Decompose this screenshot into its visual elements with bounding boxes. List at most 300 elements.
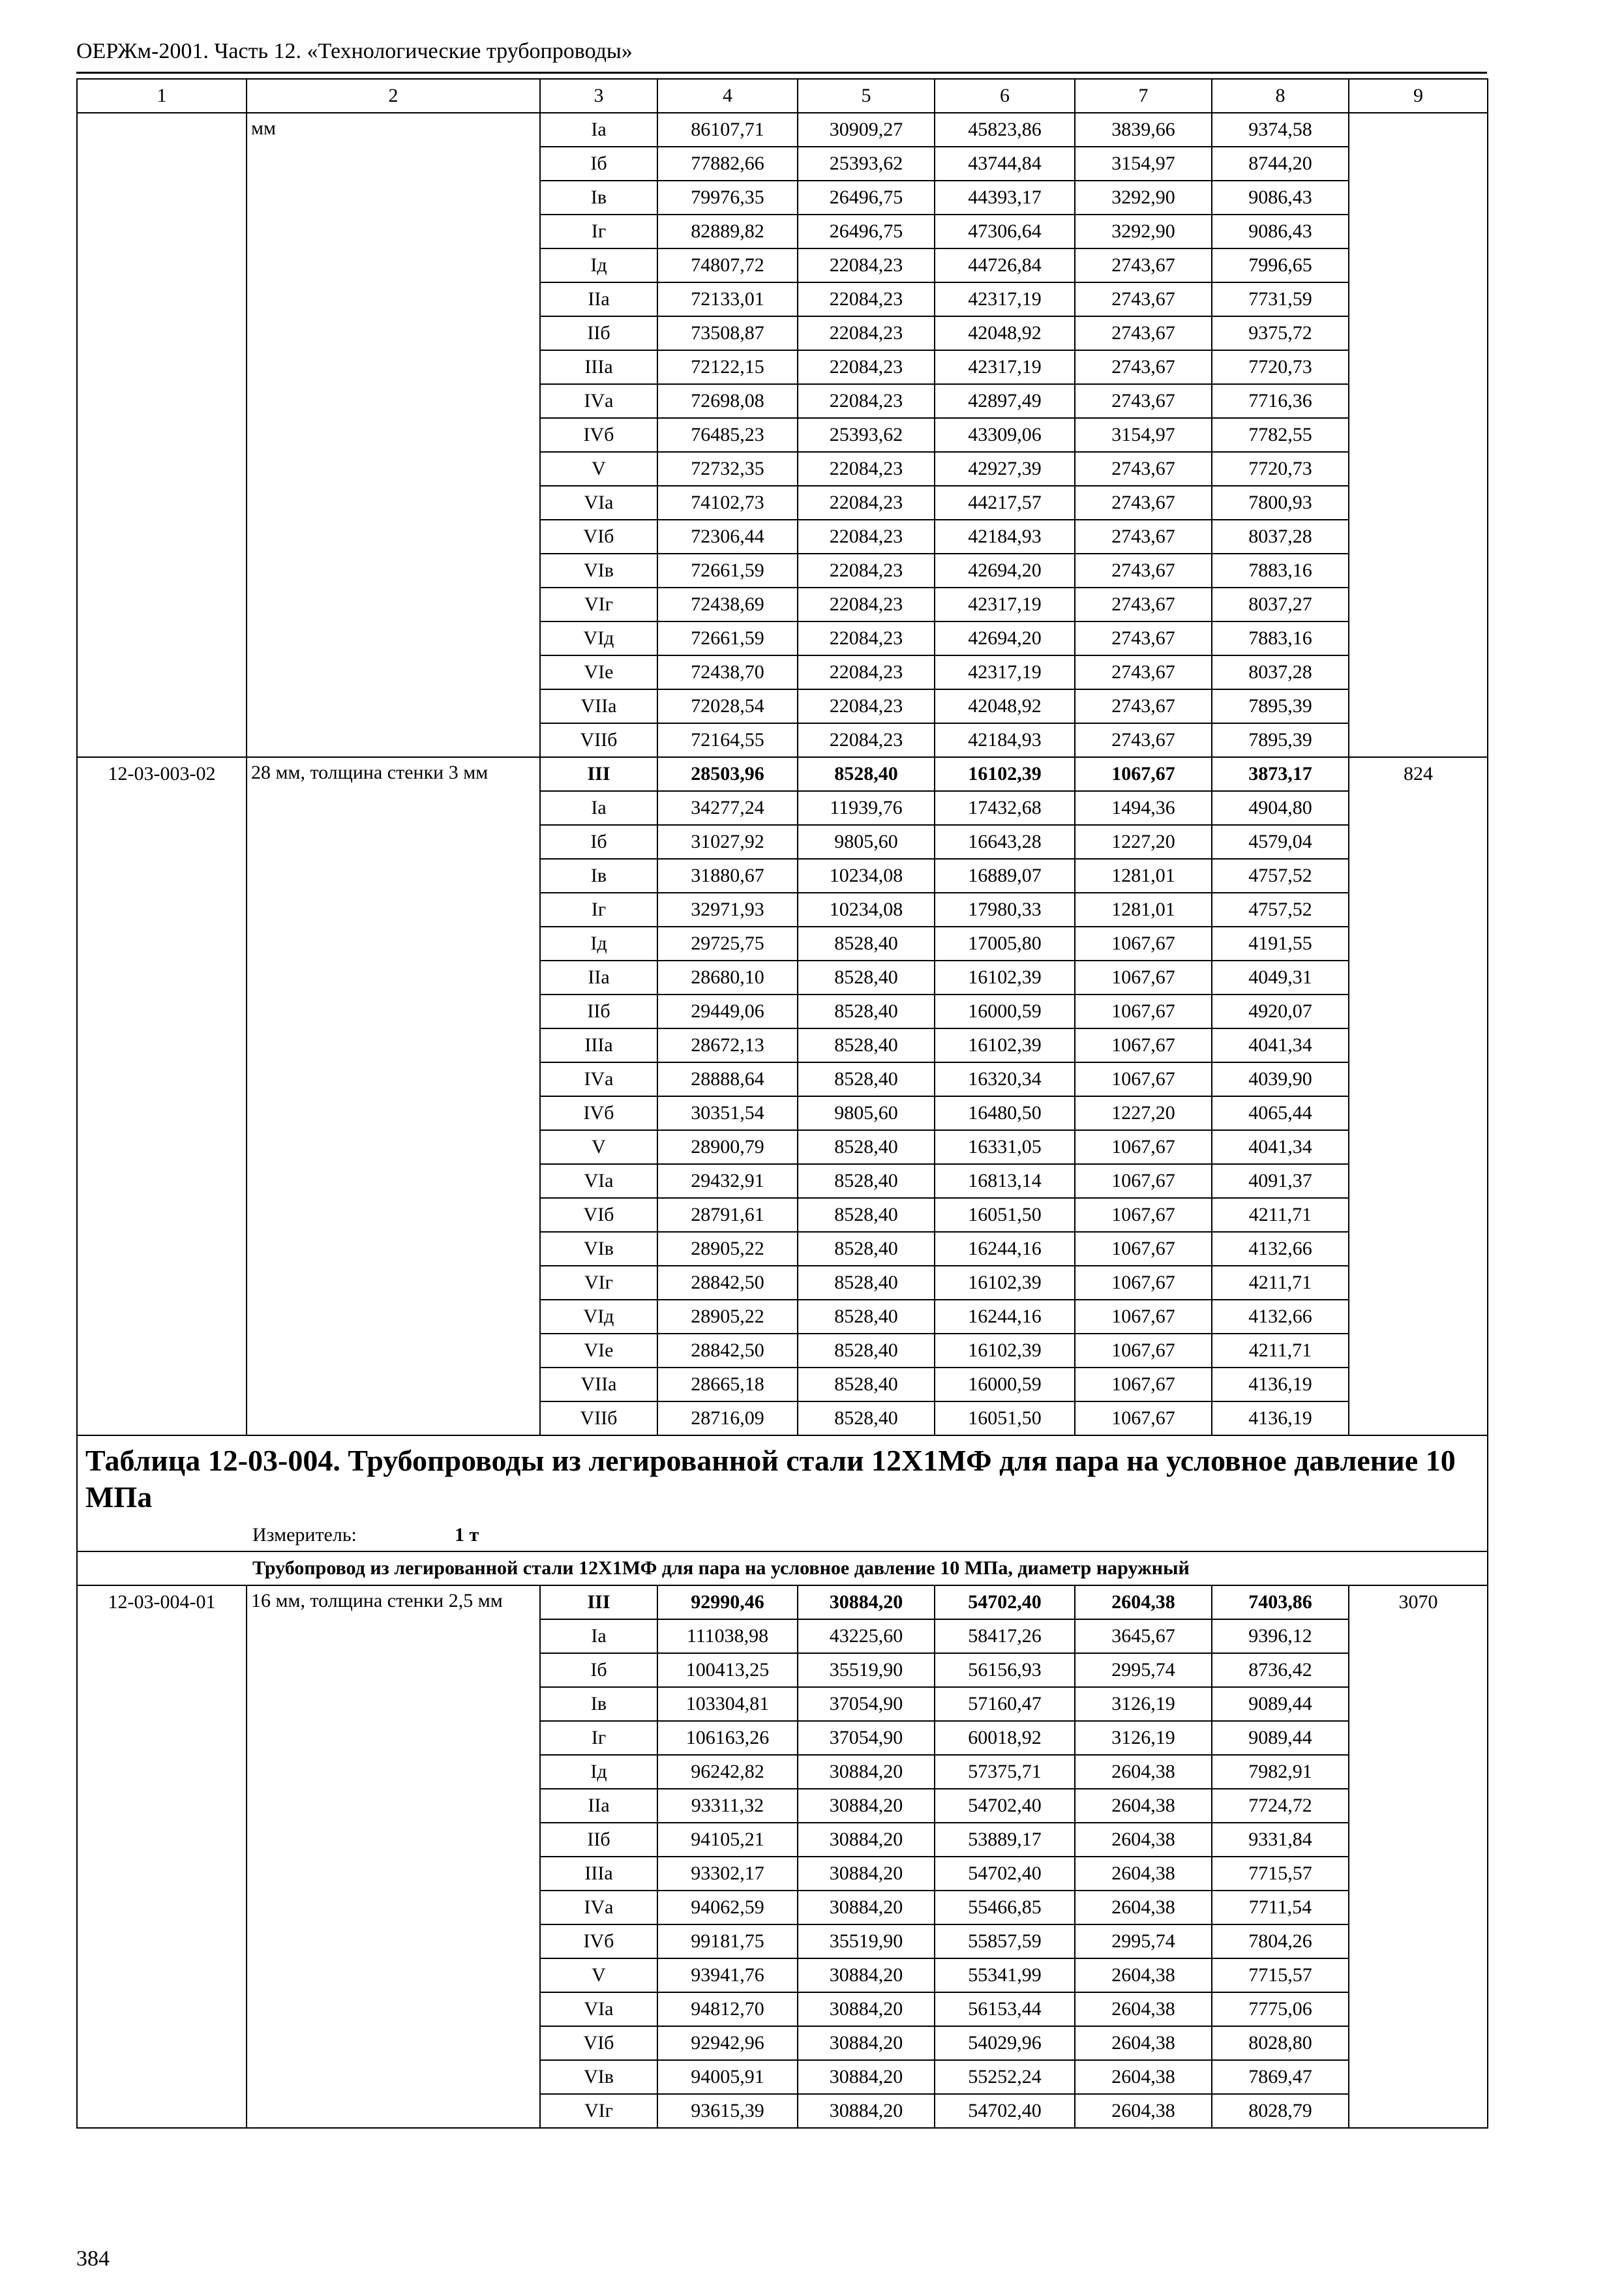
zone-cell: Iг xyxy=(540,893,657,927)
zone-cell: Iд xyxy=(540,1755,657,1789)
value-cell: 16244,16 xyxy=(935,1300,1075,1334)
value-cell: 4041,34 xyxy=(1212,1028,1349,1062)
value-cell: 72438,69 xyxy=(657,588,798,621)
value-cell: 4211,71 xyxy=(1212,1266,1349,1300)
value-cell: 22084,23 xyxy=(798,621,935,655)
zone-cell: Iг xyxy=(540,215,657,248)
value-cell: 72661,59 xyxy=(657,554,798,588)
value-cell: 8744,20 xyxy=(1212,147,1349,181)
value-cell: 8528,40 xyxy=(798,1164,935,1198)
value-cell: 1067,67 xyxy=(1075,927,1212,961)
value-cell: 26496,75 xyxy=(798,215,935,248)
value-cell: 9396,12 xyxy=(1212,1619,1349,1653)
column-number-row xyxy=(77,79,1488,113)
value-cell: 7800,93 xyxy=(1212,486,1349,520)
value-cell: 4132,66 xyxy=(1212,1300,1349,1334)
value-cell: 9089,44 xyxy=(1212,1721,1349,1755)
value-cell: 42694,20 xyxy=(935,554,1075,588)
value-cell: 28665,18 xyxy=(657,1368,798,1401)
value-cell: 30884,20 xyxy=(798,1789,935,1823)
value-cell: 2743,67 xyxy=(1075,350,1212,384)
value-cell: 7403,86 xyxy=(1212,1585,1349,1619)
table-title: Таблица 12-03-004. Трубопроводы из легированной стали 12Х1МФ для пара на условное давление 10 МПа xyxy=(77,1435,1488,1519)
value-cell: 1067,67 xyxy=(1075,1232,1212,1266)
value-cell: 16331,05 xyxy=(935,1130,1075,1164)
value-cell: 3292,90 xyxy=(1075,215,1212,248)
value-cell: 4132,66 xyxy=(1212,1232,1349,1266)
value-cell: 28905,22 xyxy=(657,1300,798,1334)
value-cell: 3154,97 xyxy=(1075,147,1212,181)
value-cell: 2604,38 xyxy=(1075,1585,1212,1619)
value-cell: 28905,22 xyxy=(657,1232,798,1266)
value-cell: 34277,24 xyxy=(657,791,798,825)
value-cell: 54702,40 xyxy=(935,1857,1075,1891)
value-cell: 77882,66 xyxy=(657,147,798,181)
table-subtitle: Трубопровод из легированной стали 12Х1МФ для пара на условное давление 10 МПа, диаметр наружный xyxy=(77,1551,1488,1585)
value-cell: 1067,67 xyxy=(1075,961,1212,995)
value-cell: 2604,38 xyxy=(1075,1755,1212,1789)
value-cell: 1494,36 xyxy=(1075,791,1212,825)
value-cell: 30351,54 xyxy=(657,1096,798,1130)
value-cell: 2743,67 xyxy=(1075,554,1212,588)
value-cell: 45823,86 xyxy=(935,113,1075,147)
value-cell: 42897,49 xyxy=(935,384,1075,418)
meter-cell xyxy=(77,1519,1488,1551)
value-cell: 29725,75 xyxy=(657,927,798,961)
value-cell: 72122,15 xyxy=(657,350,798,384)
value-cell: 16102,39 xyxy=(935,757,1075,791)
value-cell: 4065,44 xyxy=(1212,1096,1349,1130)
zone-cell: III xyxy=(540,757,657,791)
value-cell: 2604,38 xyxy=(1075,2094,1212,2128)
value-cell: 93311,32 xyxy=(657,1789,798,1823)
page-number: 384 xyxy=(76,2247,110,2271)
value-cell: 1067,67 xyxy=(1075,995,1212,1028)
zone-cell: VIв xyxy=(540,2060,657,2094)
zone-cell: VIд xyxy=(540,1300,657,1334)
zone-cell: IVб xyxy=(540,418,657,452)
value-cell: 1067,67 xyxy=(1075,1300,1212,1334)
value-cell: 93615,39 xyxy=(657,2094,798,2128)
value-cell: 2604,38 xyxy=(1075,2026,1212,2060)
value-cell: 22084,23 xyxy=(798,350,935,384)
value-cell: 1227,20 xyxy=(1075,1096,1212,1130)
value-cell: 2743,67 xyxy=(1075,316,1212,350)
value-cell: 16102,39 xyxy=(935,1266,1075,1300)
value-cell: 35519,90 xyxy=(798,1653,935,1687)
column-number: 1 xyxy=(77,79,247,113)
value-cell: 72306,44 xyxy=(657,520,798,554)
zone-cell: V xyxy=(540,452,657,486)
value-cell: 42184,93 xyxy=(935,723,1075,757)
value-cell: 9375,72 xyxy=(1212,316,1349,350)
zone-cell: V xyxy=(540,1130,657,1164)
value-cell: 8028,79 xyxy=(1212,2094,1349,2128)
column-number: 7 xyxy=(1075,79,1212,113)
value-cell: 7715,57 xyxy=(1212,1857,1349,1891)
zone-cell: IIб xyxy=(540,316,657,350)
value-cell: 16320,34 xyxy=(935,1062,1075,1096)
zone-cell: VIг xyxy=(540,2094,657,2128)
value-cell: 25393,62 xyxy=(798,418,935,452)
value-cell: 30884,20 xyxy=(798,1585,935,1619)
value-cell: 29449,06 xyxy=(657,995,798,1028)
value-cell: 44217,57 xyxy=(935,486,1075,520)
value-cell: 9086,43 xyxy=(1212,181,1349,215)
meter-label: Измеритель: xyxy=(252,1524,357,1546)
value-cell: 72028,54 xyxy=(657,689,798,723)
value-cell: 8037,28 xyxy=(1212,520,1349,554)
value-cell: 8528,40 xyxy=(798,1334,935,1368)
value-cell: 8528,40 xyxy=(798,1028,935,1062)
value-cell: 7731,59 xyxy=(1212,282,1349,316)
value-cell: 4211,71 xyxy=(1212,1334,1349,1368)
value-cell: 54702,40 xyxy=(935,2094,1075,2128)
value-cell: 2743,67 xyxy=(1075,486,1212,520)
column-number: 8 xyxy=(1212,79,1349,113)
table-row xyxy=(77,1585,1488,1619)
item-description: 16 мм, толщина стенки 2,5 мм xyxy=(247,1585,540,2128)
value-cell: 25393,62 xyxy=(798,147,935,181)
value-cell: 31027,92 xyxy=(657,825,798,859)
value-cell: 30884,20 xyxy=(798,2060,935,2094)
value-cell: 111038,98 xyxy=(657,1619,798,1653)
zone-cell: IVб xyxy=(540,1096,657,1130)
value-cell: 8528,40 xyxy=(798,1198,935,1232)
value-cell: 31880,67 xyxy=(657,859,798,893)
norm-cell: 3070 xyxy=(1349,1585,1488,2128)
value-cell: 16102,39 xyxy=(935,1334,1075,1368)
value-cell: 82889,82 xyxy=(657,215,798,248)
value-cell: 2743,67 xyxy=(1075,248,1212,282)
zone-cell: Iа xyxy=(540,113,657,147)
value-cell: 22084,23 xyxy=(798,248,935,282)
page-header: ОЕРЖм-2001. Часть 12. «Технологические трубопроводы» xyxy=(76,39,633,63)
rates-table xyxy=(76,78,1488,2129)
value-cell: 8028,80 xyxy=(1212,2026,1349,2060)
value-cell: 1067,67 xyxy=(1075,1334,1212,1368)
zone-cell: VIа xyxy=(540,1992,657,2026)
value-cell: 72698,08 xyxy=(657,384,798,418)
norm-cell xyxy=(1349,113,1488,757)
value-cell: 100413,25 xyxy=(657,1653,798,1687)
value-cell: 94005,91 xyxy=(657,2060,798,2094)
zone-cell: VIе xyxy=(540,655,657,689)
value-cell: 8037,27 xyxy=(1212,588,1349,621)
value-cell: 2743,67 xyxy=(1075,588,1212,621)
value-cell: 92990,46 xyxy=(657,1585,798,1619)
value-cell: 11939,76 xyxy=(798,791,935,825)
value-cell: 30884,20 xyxy=(798,1755,935,1789)
value-cell: 8736,42 xyxy=(1212,1653,1349,1687)
value-cell: 79976,35 xyxy=(657,181,798,215)
value-cell: 8528,40 xyxy=(798,1232,935,1266)
value-cell: 76485,23 xyxy=(657,418,798,452)
value-cell: 8528,40 xyxy=(798,757,935,791)
value-cell: 7724,72 xyxy=(1212,1789,1349,1823)
value-cell: 3154,97 xyxy=(1075,418,1212,452)
value-cell: 42317,19 xyxy=(935,588,1075,621)
header-rule xyxy=(76,72,1487,74)
zone-cell: Iв xyxy=(540,859,657,893)
value-cell: 8528,40 xyxy=(798,1062,935,1096)
value-cell: 30909,27 xyxy=(798,113,935,147)
column-number: 9 xyxy=(1349,79,1488,113)
value-cell: 16102,39 xyxy=(935,961,1075,995)
value-cell: 7982,91 xyxy=(1212,1755,1349,1789)
value-cell: 43309,06 xyxy=(935,418,1075,452)
value-cell: 7895,39 xyxy=(1212,689,1349,723)
value-cell: 9086,43 xyxy=(1212,215,1349,248)
zone-cell: VIIб xyxy=(540,723,657,757)
value-cell: 54702,40 xyxy=(935,1789,1075,1823)
value-cell: 94105,21 xyxy=(657,1823,798,1857)
value-cell: 22084,23 xyxy=(798,723,935,757)
subtitle-row xyxy=(77,1551,1488,1585)
value-cell: 1067,67 xyxy=(1075,1164,1212,1198)
value-cell: 3126,19 xyxy=(1075,1687,1212,1721)
value-cell: 94812,70 xyxy=(657,1992,798,2026)
value-cell: 2743,67 xyxy=(1075,723,1212,757)
value-cell: 28716,09 xyxy=(657,1401,798,1435)
value-cell: 8528,40 xyxy=(798,995,935,1028)
value-cell: 54029,96 xyxy=(935,2026,1075,2060)
value-cell: 4920,07 xyxy=(1212,995,1349,1028)
value-cell: 93941,76 xyxy=(657,1958,798,1992)
value-cell: 8528,40 xyxy=(798,1401,935,1435)
zone-cell: IIIа xyxy=(540,1857,657,1891)
value-cell: 7716,36 xyxy=(1212,384,1349,418)
item-description: мм xyxy=(247,113,540,757)
value-cell: 55857,59 xyxy=(935,1924,1075,1958)
zone-cell: Iд xyxy=(540,248,657,282)
value-cell: 17432,68 xyxy=(935,791,1075,825)
value-cell: 2743,67 xyxy=(1075,452,1212,486)
value-cell: 56153,44 xyxy=(935,1992,1075,2026)
value-cell: 44726,84 xyxy=(935,248,1075,282)
zone-cell: IVа xyxy=(540,1891,657,1924)
value-cell: 1067,67 xyxy=(1075,1028,1212,1062)
value-cell: 4579,04 xyxy=(1212,825,1349,859)
value-cell: 7711,54 xyxy=(1212,1891,1349,1924)
value-cell: 42048,92 xyxy=(935,316,1075,350)
value-cell: 30884,20 xyxy=(798,1857,935,1891)
value-cell: 9331,84 xyxy=(1212,1823,1349,1857)
zone-cell: IIIа xyxy=(540,350,657,384)
value-cell: 7895,39 xyxy=(1212,723,1349,757)
zone-cell: VIг xyxy=(540,1266,657,1300)
value-cell: 2743,67 xyxy=(1075,282,1212,316)
value-cell: 16813,14 xyxy=(935,1164,1075,1198)
zone-cell: VIIб xyxy=(540,1401,657,1435)
value-cell: 8528,40 xyxy=(798,927,935,961)
zone-cell: III xyxy=(540,1585,657,1619)
value-cell: 4136,19 xyxy=(1212,1368,1349,1401)
zone-cell: VIа xyxy=(540,1164,657,1198)
value-cell: 37054,90 xyxy=(798,1687,935,1721)
value-cell: 60018,92 xyxy=(935,1721,1075,1755)
value-cell: 1067,67 xyxy=(1075,1401,1212,1435)
item-description: 28 мм, толщина стенки 3 мм xyxy=(247,757,540,1435)
value-cell: 7715,57 xyxy=(1212,1958,1349,1992)
zone-cell: IIа xyxy=(540,1789,657,1823)
value-cell: 94062,59 xyxy=(657,1891,798,1924)
zone-cell: Iб xyxy=(540,147,657,181)
zone-cell: V xyxy=(540,1958,657,1992)
column-number: 3 xyxy=(540,79,657,113)
value-cell: 73508,87 xyxy=(657,316,798,350)
item-code: 12-03-004-01 xyxy=(77,1585,247,2128)
value-cell: 42927,39 xyxy=(935,452,1075,486)
value-cell: 57160,47 xyxy=(935,1687,1075,1721)
value-cell: 16000,59 xyxy=(935,1368,1075,1401)
value-cell: 93302,17 xyxy=(657,1857,798,1891)
value-cell: 1067,67 xyxy=(1075,1198,1212,1232)
value-cell: 42694,20 xyxy=(935,621,1075,655)
value-cell: 72133,01 xyxy=(657,282,798,316)
value-cell: 74807,72 xyxy=(657,248,798,282)
table-row xyxy=(77,113,1488,147)
value-cell: 3292,90 xyxy=(1075,181,1212,215)
value-cell: 3873,17 xyxy=(1212,757,1349,791)
value-cell: 74102,73 xyxy=(657,486,798,520)
value-cell: 56156,93 xyxy=(935,1653,1075,1687)
value-cell: 22084,23 xyxy=(798,384,935,418)
value-cell: 22084,23 xyxy=(798,282,935,316)
value-cell: 28680,10 xyxy=(657,961,798,995)
zone-cell: IIа xyxy=(540,282,657,316)
zone-cell: VIа xyxy=(540,486,657,520)
value-cell: 30884,20 xyxy=(798,2026,935,2060)
value-cell: 22084,23 xyxy=(798,452,935,486)
value-cell: 4136,19 xyxy=(1212,1401,1349,1435)
value-cell: 1067,67 xyxy=(1075,757,1212,791)
value-cell: 3126,19 xyxy=(1075,1721,1212,1755)
value-cell: 2604,38 xyxy=(1075,2060,1212,2094)
value-cell: 2604,38 xyxy=(1075,1789,1212,1823)
norm-cell: 824 xyxy=(1349,757,1488,1435)
zone-cell: VIв xyxy=(540,1232,657,1266)
value-cell: 30884,20 xyxy=(798,1891,935,1924)
zone-cell: VIе xyxy=(540,1334,657,1368)
column-number: 5 xyxy=(798,79,935,113)
zone-cell: Iб xyxy=(540,825,657,859)
value-cell: 10234,08 xyxy=(798,859,935,893)
value-cell: 8528,40 xyxy=(798,1130,935,1164)
value-cell: 72164,55 xyxy=(657,723,798,757)
value-cell: 30884,20 xyxy=(798,1823,935,1857)
value-cell: 28842,50 xyxy=(657,1334,798,1368)
value-cell: 106163,26 xyxy=(657,1721,798,1755)
value-cell: 42184,93 xyxy=(935,520,1075,554)
value-cell: 17980,33 xyxy=(935,893,1075,927)
zone-cell: Iв xyxy=(540,181,657,215)
value-cell: 1067,67 xyxy=(1075,1130,1212,1164)
zone-cell: Iг xyxy=(540,1721,657,1755)
column-number: 2 xyxy=(247,79,540,113)
zone-cell: IIа xyxy=(540,961,657,995)
value-cell: 55341,99 xyxy=(935,1958,1075,1992)
value-cell: 4904,80 xyxy=(1212,791,1349,825)
value-cell: 2604,38 xyxy=(1075,1823,1212,1857)
zone-cell: Iд xyxy=(540,927,657,961)
value-cell: 9805,60 xyxy=(798,825,935,859)
value-cell: 1067,67 xyxy=(1075,1266,1212,1300)
value-cell: 8528,40 xyxy=(798,1368,935,1401)
column-number: 4 xyxy=(657,79,798,113)
value-cell: 3839,66 xyxy=(1075,113,1212,147)
value-cell: 4211,71 xyxy=(1212,1198,1349,1232)
zone-cell: Iа xyxy=(540,1619,657,1653)
value-cell: 8037,28 xyxy=(1212,655,1349,689)
value-cell: 16051,50 xyxy=(935,1198,1075,1232)
value-cell: 58417,26 xyxy=(935,1619,1075,1653)
value-cell: 8528,40 xyxy=(798,1266,935,1300)
value-cell: 44393,17 xyxy=(935,181,1075,215)
zone-cell: Iв xyxy=(540,1687,657,1721)
value-cell: 55252,24 xyxy=(935,2060,1075,2094)
value-cell: 16480,50 xyxy=(935,1096,1075,1130)
value-cell: 16051,50 xyxy=(935,1401,1075,1435)
zone-cell: VIIа xyxy=(540,689,657,723)
value-cell: 103304,81 xyxy=(657,1687,798,1721)
value-cell: 16244,16 xyxy=(935,1232,1075,1266)
zone-cell: IVа xyxy=(540,384,657,418)
value-cell: 1067,67 xyxy=(1075,1062,1212,1096)
item-code xyxy=(77,113,247,757)
value-cell: 7720,73 xyxy=(1212,452,1349,486)
value-cell: 10234,08 xyxy=(798,893,935,927)
value-cell: 32971,93 xyxy=(657,893,798,927)
value-cell: 22084,23 xyxy=(798,316,935,350)
value-cell: 22084,23 xyxy=(798,486,935,520)
zone-cell: VIIа xyxy=(540,1368,657,1401)
zone-cell: VIб xyxy=(540,2026,657,2060)
value-cell: 35519,90 xyxy=(798,1924,935,1958)
value-cell: 55466,85 xyxy=(935,1891,1075,1924)
table-title-row xyxy=(77,1435,1488,1519)
value-cell: 42317,19 xyxy=(935,655,1075,689)
value-cell: 16102,39 xyxy=(935,1028,1075,1062)
value-cell: 72732,35 xyxy=(657,452,798,486)
value-cell: 3645,67 xyxy=(1075,1619,1212,1653)
value-cell: 4191,55 xyxy=(1212,927,1349,961)
value-cell: 2995,74 xyxy=(1075,1653,1212,1687)
value-cell: 2743,67 xyxy=(1075,520,1212,554)
value-cell: 4039,90 xyxy=(1212,1062,1349,1096)
value-cell: 8528,40 xyxy=(798,1300,935,1334)
value-cell: 7883,16 xyxy=(1212,621,1349,655)
value-cell: 2743,67 xyxy=(1075,655,1212,689)
value-cell: 2743,67 xyxy=(1075,689,1212,723)
value-cell: 7720,73 xyxy=(1212,350,1349,384)
value-cell: 37054,90 xyxy=(798,1721,935,1755)
value-cell: 7883,16 xyxy=(1212,554,1349,588)
value-cell: 4041,34 xyxy=(1212,1130,1349,1164)
value-cell: 29432,91 xyxy=(657,1164,798,1198)
zone-cell: IVб xyxy=(540,1924,657,1958)
meter-value: 1 т xyxy=(455,1524,479,1546)
table-row xyxy=(77,757,1488,791)
value-cell: 4757,52 xyxy=(1212,893,1349,927)
value-cell: 28791,61 xyxy=(657,1198,798,1232)
value-cell: 9805,60 xyxy=(798,1096,935,1130)
value-cell: 7869,47 xyxy=(1212,2060,1349,2094)
zone-cell: Iа xyxy=(540,791,657,825)
value-cell: 4091,37 xyxy=(1212,1164,1349,1198)
value-cell: 72661,59 xyxy=(657,621,798,655)
value-cell: 2604,38 xyxy=(1075,1891,1212,1924)
